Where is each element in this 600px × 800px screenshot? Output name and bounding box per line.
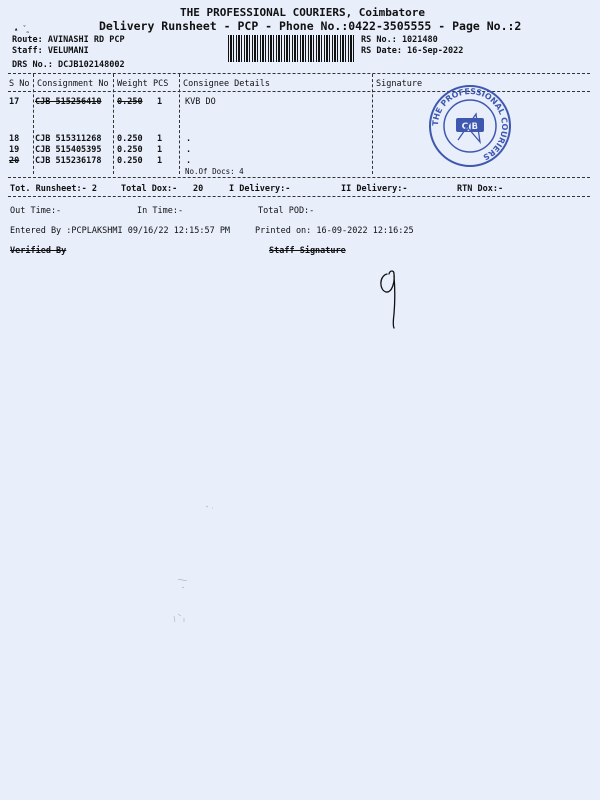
- totals-rule: [8, 196, 590, 197]
- column-divider: [179, 74, 180, 174]
- column-header-consignee: Consignee Details: [183, 79, 270, 89]
- seal-inner-text: CJB: [461, 122, 479, 132]
- row-pcs: 1: [157, 97, 163, 107]
- table-bottom-rule: [8, 177, 590, 178]
- rs-number: RS No.: 1021480: [361, 35, 438, 45]
- row-weight: 0.250: [117, 134, 143, 144]
- row-pcs: 1: [157, 145, 163, 155]
- verified-by: Verified By: [10, 246, 67, 256]
- printed-on: Printed on: 16-09-2022 12:16:25: [255, 226, 414, 236]
- tot-runsheet: Tot. Runsheet:- 2: [10, 184, 97, 194]
- total-pod: Total POD:-: [258, 206, 315, 216]
- total-dox-label: Total Dox:-: [121, 184, 178, 194]
- row-sno: 20: [9, 156, 20, 166]
- row-consignment: CJB 515405395: [35, 145, 102, 155]
- row-sno: 19: [9, 145, 20, 155]
- route-label: Route: AVINASHI RD PCP: [12, 35, 125, 45]
- row-sno: 18: [9, 134, 20, 144]
- table-top-rule: [8, 73, 590, 74]
- row-consignee: KVB DO: [185, 97, 216, 107]
- row-consignee: .: [186, 145, 192, 155]
- runsheet-subtitle: Delivery Runsheet - PCP - Phone No.:0422-3505555 - Page No.:2: [99, 19, 522, 33]
- column-header-sno: S No: [9, 79, 30, 89]
- column-header-signature: Signature: [376, 79, 423, 89]
- staff-label: Staff: VELUMANI: [12, 46, 89, 56]
- total-dox-value: 20: [193, 184, 204, 194]
- scan-artifacts: [170, 470, 230, 630]
- handwritten-mark: [375, 268, 405, 330]
- row-consignment: CJB 515311268: [35, 134, 102, 144]
- column-divider: [33, 74, 34, 174]
- column-divider: [113, 74, 114, 174]
- row-sno: 17: [9, 97, 20, 107]
- out-time: Out Time:-: [10, 206, 62, 216]
- rs-date: RS Date: 16-Sep-2022: [361, 46, 464, 56]
- rtn-dox: RTN Dox:-: [457, 184, 504, 194]
- header-mark: ▴ ˇ˷: [14, 25, 31, 33]
- seal-outer-text: THE PROFESSIONAL COURIERS: [430, 86, 510, 162]
- barcode: [228, 35, 354, 62]
- no-of-docs: No.Of Docs: 4: [185, 167, 244, 176]
- ii-delivery: II Delivery:-: [341, 184, 408, 194]
- column-divider: [372, 74, 373, 174]
- column-header-pcs: PCS: [153, 79, 169, 89]
- drs-number: DRS No.: DCJB102148002: [12, 60, 125, 70]
- entered-by: Entered By :PCPLAKSHMI 09/16/22 12:15:57 PM: [10, 226, 231, 236]
- company-title: THE PROFESSIONAL COURIERS, Coimbatore: [180, 6, 426, 19]
- row-weight: 0.250: [117, 156, 143, 166]
- row-pcs: 1: [157, 134, 163, 144]
- row-consignment: CJB 515236178: [35, 156, 102, 166]
- row-consignee: .: [186, 156, 192, 166]
- column-header-consignment: Consignment No: [37, 79, 109, 89]
- row-weight: 0.250: [117, 145, 143, 155]
- column-header-weight: Weight: [117, 79, 148, 89]
- row-pcs: 1: [157, 156, 163, 166]
- row-weight: 0.250: [117, 97, 143, 107]
- staff-signature: Staff Signature: [269, 246, 346, 256]
- row-consignee: .: [186, 134, 192, 144]
- in-time: In Time:-: [137, 206, 184, 216]
- courier-seal-stamp: [428, 84, 512, 168]
- row-consignment: CJB 515256410: [35, 97, 102, 107]
- i-delivery: I Delivery:-: [229, 184, 291, 194]
